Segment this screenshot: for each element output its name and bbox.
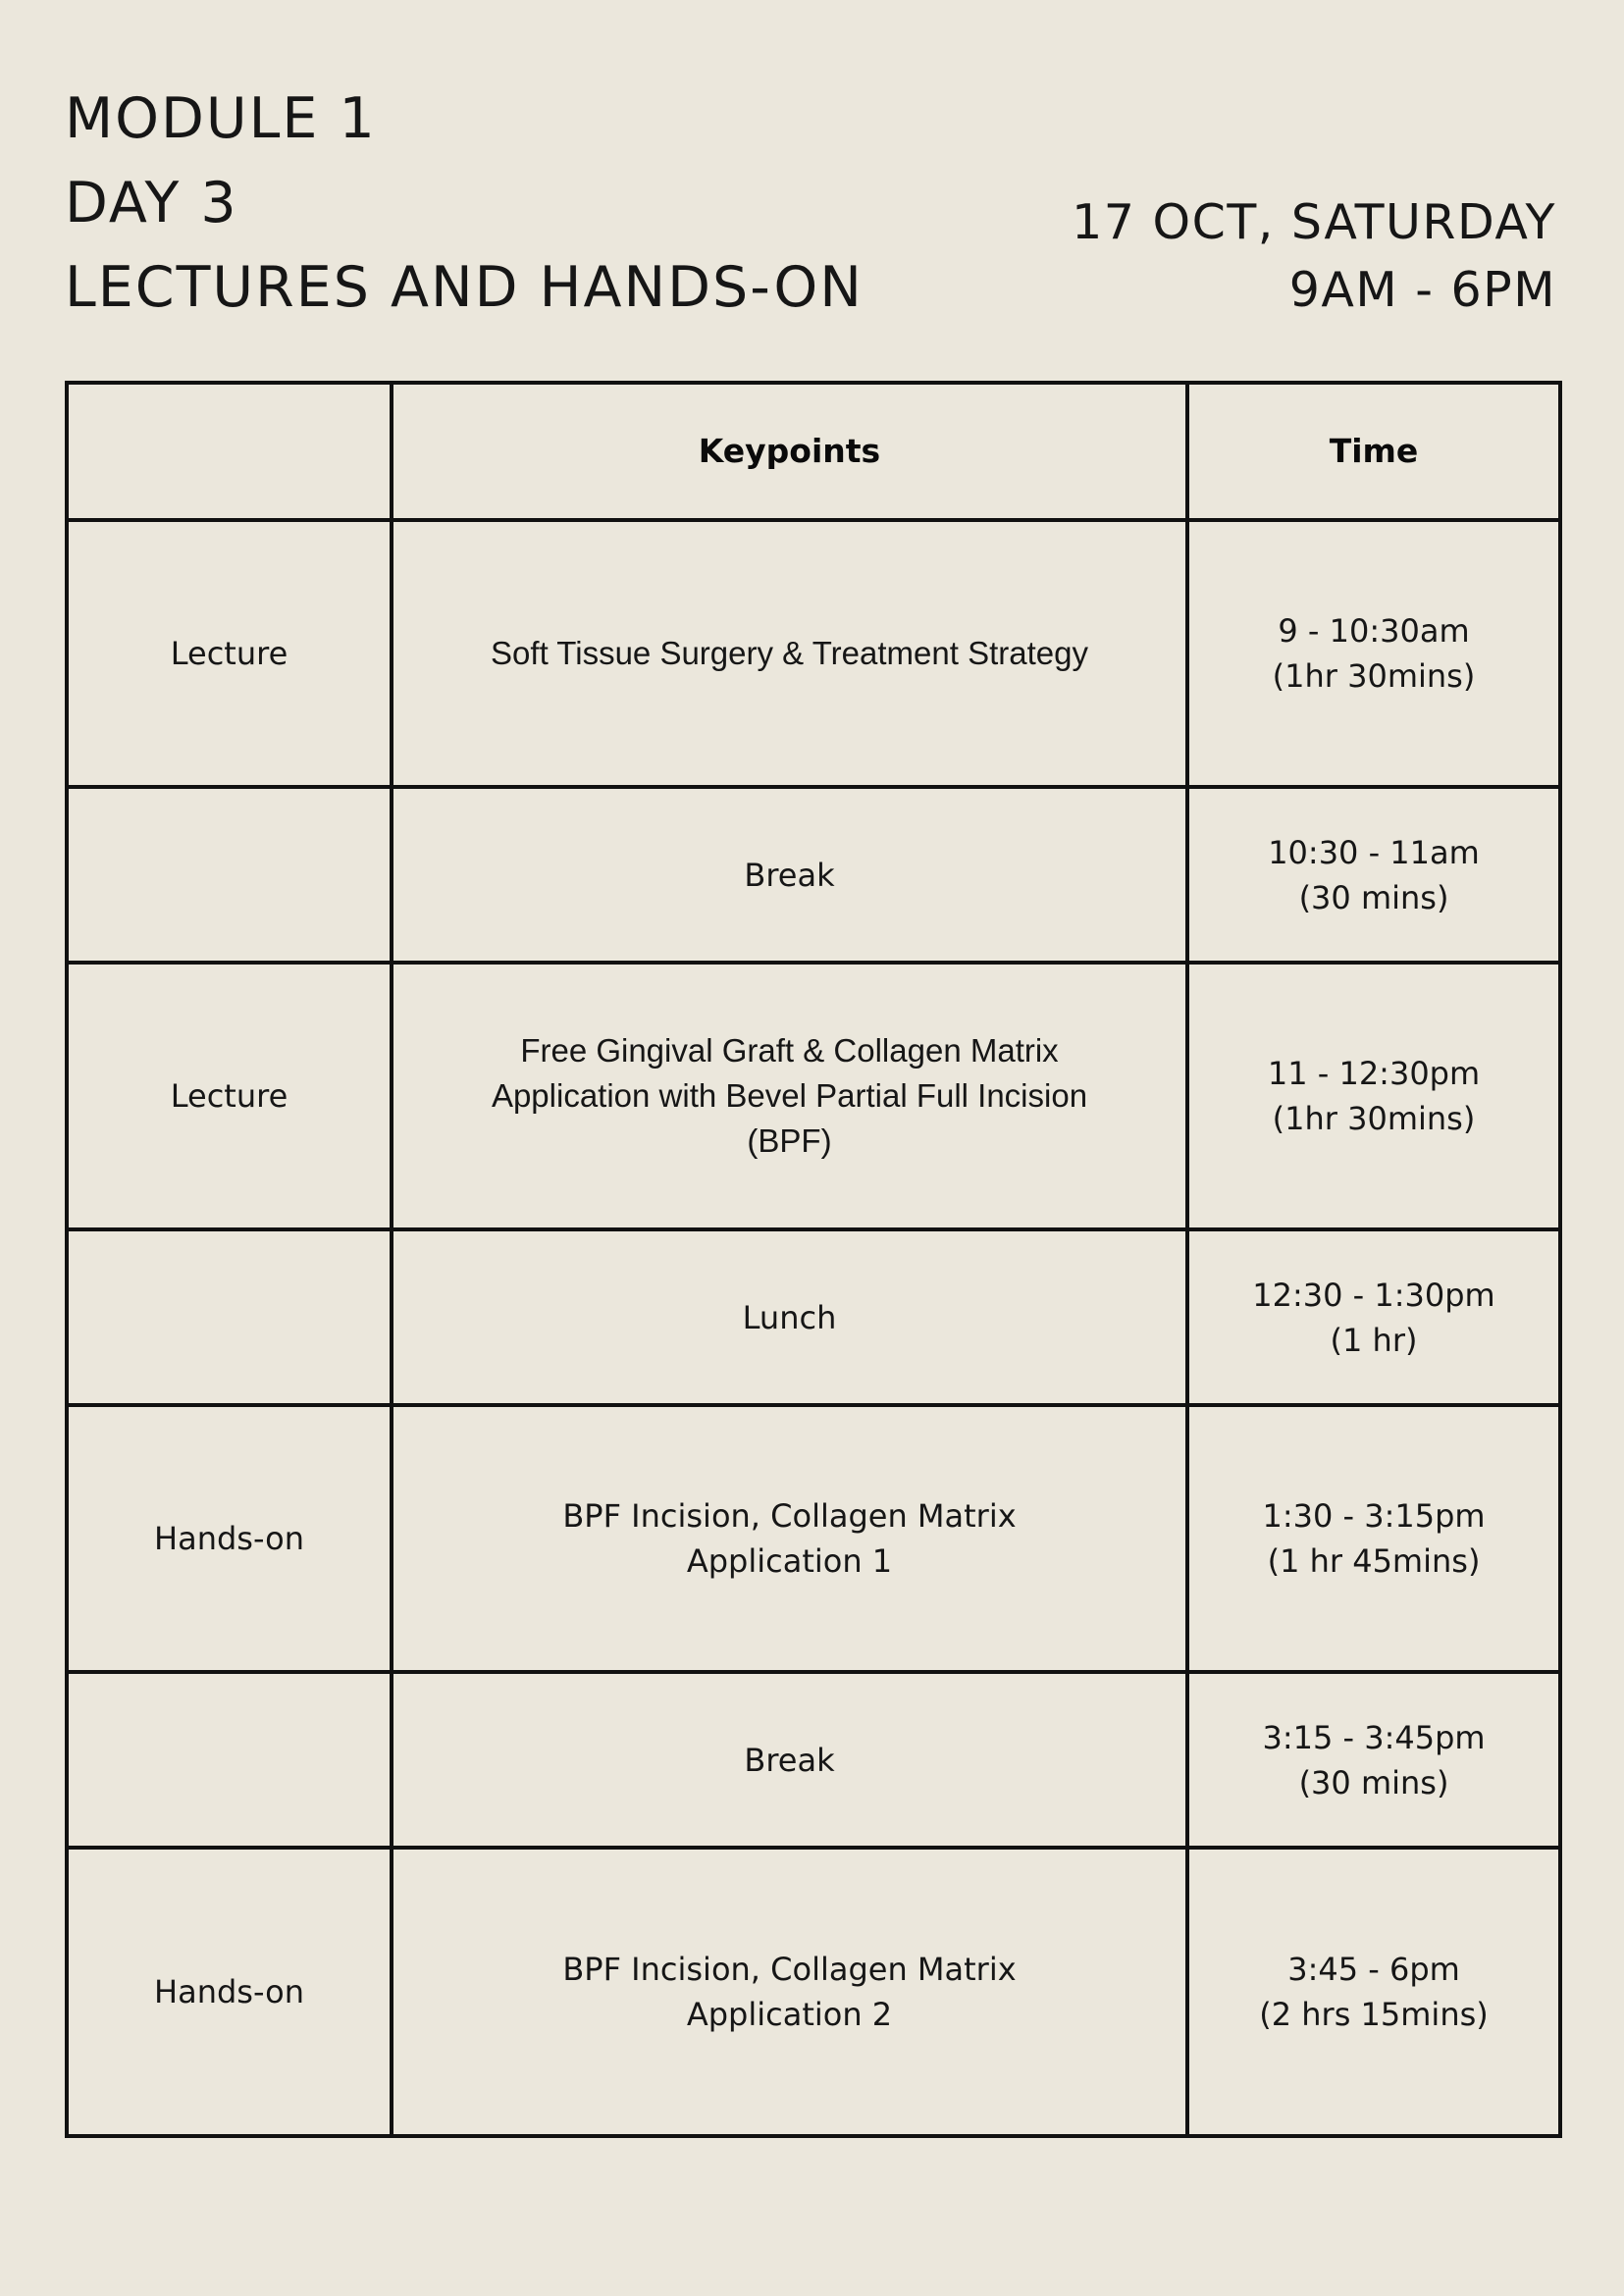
keypoint-line: Application with Bevel Partial Full Incision bbox=[491, 1077, 1088, 1114]
session-type: Hands-on bbox=[67, 1405, 392, 1672]
session-label: LECTURES AND HANDS-ON bbox=[65, 255, 864, 320]
day-label: DAY 3 bbox=[65, 171, 238, 235]
date-label: 17 OCT, SATURDAY bbox=[1072, 194, 1556, 250]
table-row bbox=[67, 1229, 1560, 1405]
date-block bbox=[1072, 188, 1556, 324]
session-type: Lecture bbox=[67, 963, 392, 1229]
time-duration: (1hr 30mins) bbox=[1272, 1100, 1476, 1137]
session-type: Hands-on bbox=[67, 1848, 392, 2136]
keypoints-cell bbox=[392, 787, 1187, 963]
keypoint-line: Application 1 bbox=[686, 1542, 893, 1580]
keypoint-line: Application 2 bbox=[686, 1996, 893, 2033]
time-range: 11 - 12:30pm bbox=[1267, 1055, 1481, 1092]
keypoint-line: Lunch bbox=[742, 1298, 837, 1336]
column-header-type bbox=[67, 383, 392, 520]
session-type bbox=[67, 1672, 392, 1848]
keypoint-line: Soft Tissue Surgery & Treatment Strategy bbox=[491, 635, 1088, 671]
keypoints-cell bbox=[392, 1848, 1187, 2136]
time-cell bbox=[1187, 1229, 1560, 1405]
table-row bbox=[67, 1405, 1560, 1672]
time-cell bbox=[1187, 963, 1560, 1229]
time-range: 3:15 - 3:45pm bbox=[1262, 1718, 1486, 1756]
time-range: 3:45 - 6pm bbox=[1287, 1951, 1460, 1988]
session-type bbox=[67, 787, 392, 963]
session-type bbox=[67, 1229, 392, 1405]
keypoint-line: Break bbox=[744, 1741, 835, 1779]
keypoints-cell bbox=[392, 1405, 1187, 1672]
time-cell bbox=[1187, 1672, 1560, 1848]
keypoints-cell bbox=[392, 1229, 1187, 1405]
table-header-row bbox=[67, 383, 1560, 520]
schedule-table bbox=[65, 381, 1562, 2138]
column-header-keypoints: Keypoints bbox=[392, 383, 1187, 520]
time-duration: (1 hr) bbox=[1330, 1321, 1418, 1359]
table-row bbox=[67, 520, 1560, 787]
keypoint-line: Break bbox=[744, 856, 835, 894]
time-duration: (2 hrs 15mins) bbox=[1259, 1996, 1489, 2033]
keypoint-line: Free Gingival Graft & Collagen Matrix bbox=[520, 1032, 1059, 1069]
table-row bbox=[67, 1672, 1560, 1848]
keypoints-cell bbox=[392, 1672, 1187, 1848]
time-cell bbox=[1187, 1848, 1560, 2136]
hours-label: 9AM - 6PM bbox=[1288, 262, 1556, 318]
time-cell bbox=[1187, 520, 1560, 787]
time-duration: (1hr 30mins) bbox=[1272, 657, 1476, 695]
module-label: MODULE 1 bbox=[65, 86, 377, 151]
time-cell bbox=[1187, 787, 1560, 963]
time-range: 1:30 - 3:15pm bbox=[1262, 1497, 1486, 1535]
time-range: 12:30 - 1:30pm bbox=[1252, 1276, 1495, 1314]
keypoints-cell bbox=[392, 963, 1187, 1229]
time-range: 9 - 10:30am bbox=[1278, 612, 1470, 650]
session-type: Lecture bbox=[67, 520, 392, 787]
time-duration: (30 mins) bbox=[1298, 878, 1449, 916]
table-row bbox=[67, 787, 1560, 963]
table-row bbox=[67, 963, 1560, 1229]
time-duration: (1 hr 45mins) bbox=[1267, 1542, 1481, 1580]
time-range: 10:30 - 11am bbox=[1268, 833, 1480, 871]
time-duration: (30 mins) bbox=[1298, 1763, 1449, 1801]
keypoint-line: BPF Incision, Collagen Matrix bbox=[562, 1951, 1017, 1988]
keypoints-cell bbox=[392, 520, 1187, 787]
column-header-time: Time bbox=[1187, 383, 1560, 520]
keypoint-line: (BPF) bbox=[747, 1122, 832, 1159]
time-cell bbox=[1187, 1405, 1560, 1672]
table-row bbox=[67, 1848, 1560, 2136]
keypoint-line: BPF Incision, Collagen Matrix bbox=[562, 1497, 1017, 1535]
module-title bbox=[65, 77, 864, 330]
